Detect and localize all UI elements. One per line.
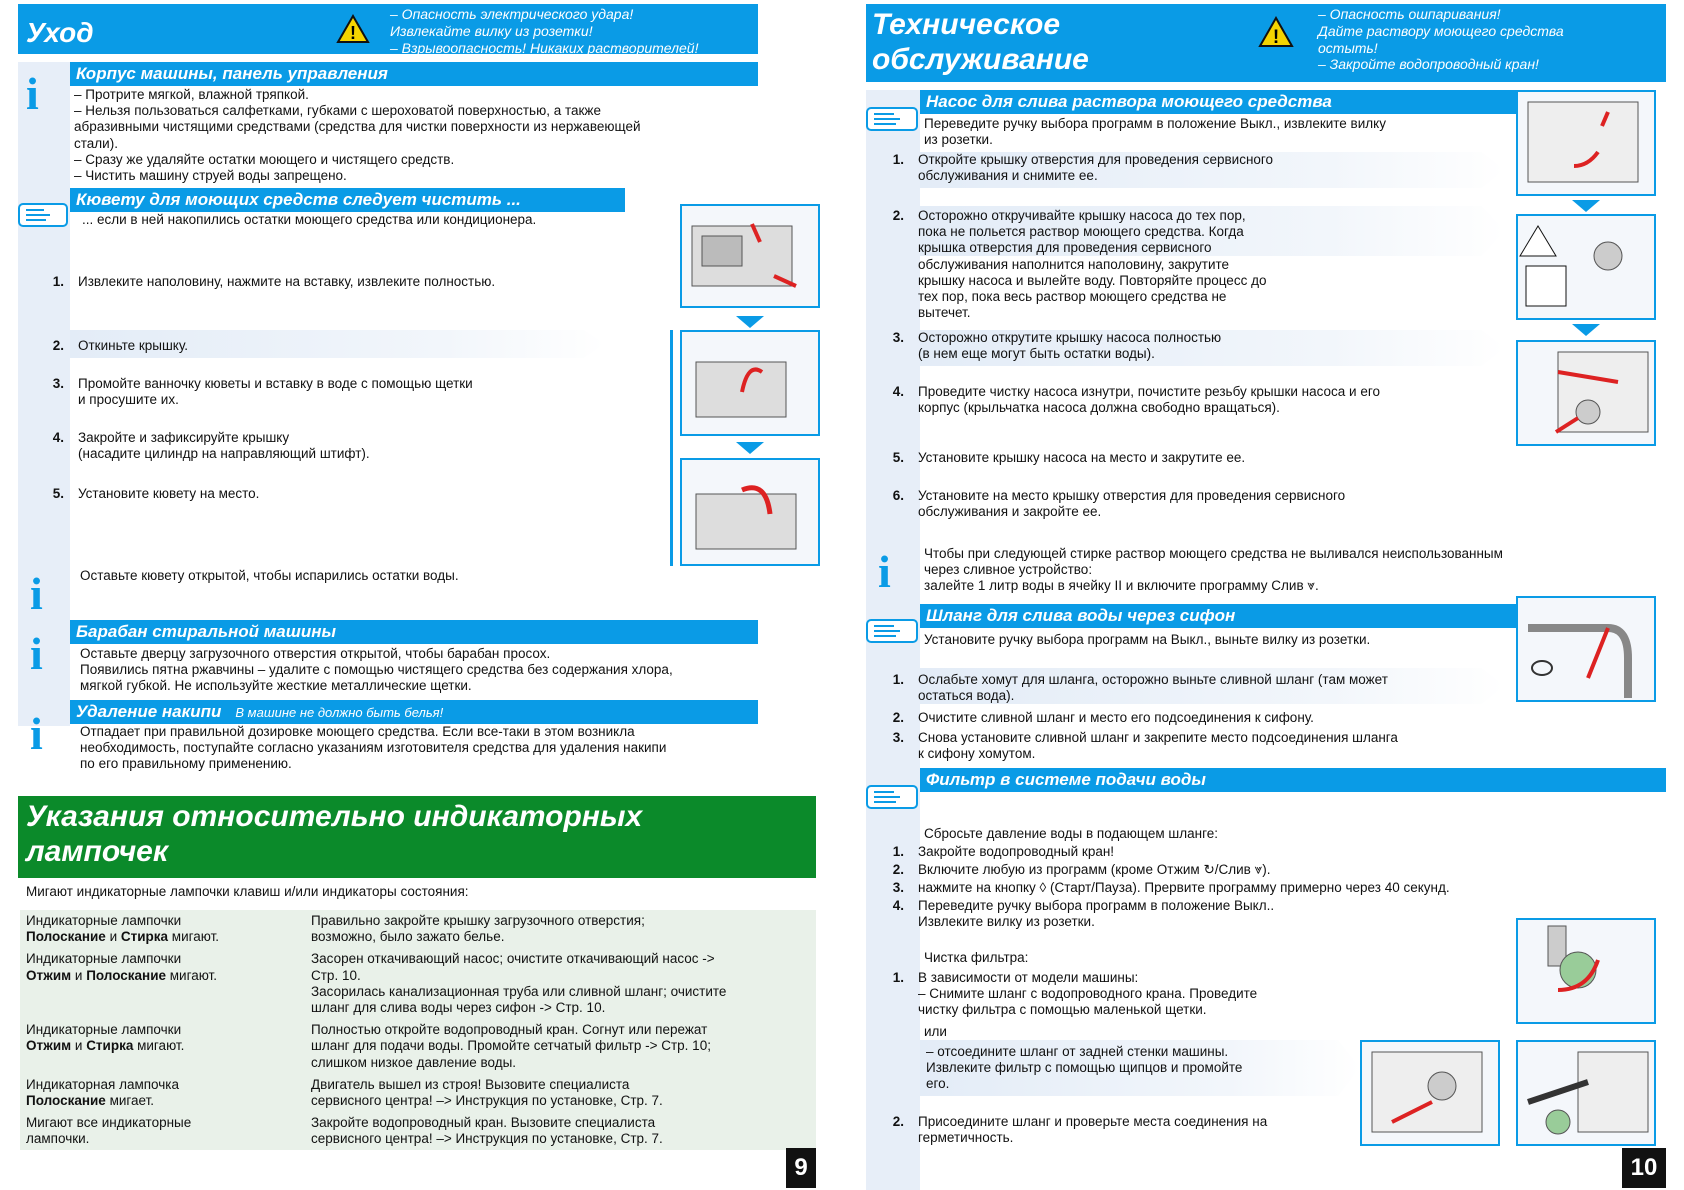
dispenser-step-2: 2. Откиньте крышку. xyxy=(52,338,189,353)
descaling-subtitle: В машине не должно быть белья! xyxy=(235,705,444,720)
machine-hose-image xyxy=(1360,1040,1500,1146)
section-heading-descaling: Удаление накипи В машине не должно быть белья! xyxy=(70,700,758,724)
table-row: Индикаторные лампочки Отжим и Стирка мигают. Полностью откройте водопроводный кран. Согнут или пережат шланг для подачи воды. Промойте сетчатый фильтр -> Стр. 10; слишком низкое давление воды. xyxy=(26,1022,711,1070)
down-arrow-icon xyxy=(736,442,764,454)
section-heading-pump: Насос для слива раствора моющего средства xyxy=(920,90,1520,114)
filter-clean-step-1: 1. В зависимости от модели машины: – Снимите шланг с водопроводного крана. Проведите чистку фильтра с помощью маленькой щетки. xyxy=(892,970,1258,1018)
pump-step-3: 3. Осторожно открутите крышку насоса полностью (в нем еще могут быть остатки воды). xyxy=(892,330,1222,362)
filter-step-1: 1. Закройте водопроводный кран! xyxy=(892,844,1115,859)
info-icon: i xyxy=(878,546,891,597)
hand-pointer-icon xyxy=(18,200,70,230)
indicator-intro: Мигают индикаторные лампочки клавиш и/или индикаторы состояния: xyxy=(26,884,469,899)
hose-intro: Установите ручку выбора программ на Выкл., выньте вилку из розетки. xyxy=(924,632,1371,647)
down-arrow-icon xyxy=(1572,200,1600,212)
left-warnings: – Опасность электрического удара! Извлекайте вилку из розетки! – Взрывоопасность! Никаких растворителей! xyxy=(390,6,699,56)
section-heading-dispenser: Кювету для моющих средств следует чистить ... xyxy=(70,188,625,212)
indicator-table xyxy=(20,910,816,1150)
pump-note: Чтобы при следующей стирке раствор моющего средства не выливался неиспользованным через сливное устройство: залейте 1 литр воды в ячейку II и включите программу Слив ⩔. xyxy=(924,546,1503,594)
section-heading-hose: Шланг для слива воды через сифон xyxy=(920,604,1520,628)
page-number: 10 xyxy=(1622,1148,1666,1188)
filter-clean-label: Чистка фильтра: xyxy=(924,950,1029,965)
warning-icon xyxy=(336,14,370,44)
pump-step-4: 4. Проведите чистку насоса изнутри, почистите резьбу крышки насоса и его корпус (крыльчатка насоса должна свободно вращаться). xyxy=(892,384,1380,416)
info-icon: i xyxy=(30,628,43,679)
hose-step-3: 3. Снова установите сливной шланг и закрепите место подсоединения шланга к сифону хомутом. xyxy=(892,730,1398,762)
page-number: 9 xyxy=(786,1148,816,1188)
info-icon: i xyxy=(30,568,43,619)
left-page-title: Уход xyxy=(26,17,94,48)
pump-intro: Переведите ручку выбора программ в положение Выкл., извлеките вилку из розетки. xyxy=(924,116,1386,148)
dispenser-drawer-image xyxy=(680,204,820,308)
pump-step-5: 5. Установите крышку насоса на место и закрутите ее. xyxy=(892,450,1246,465)
dispenser-step-3: 3. Промойте ванночку кюветы и вставку в воде с помощью щетки и просушите их. xyxy=(52,376,473,408)
filter-or: или xyxy=(924,1024,947,1039)
dispenser-lid-image xyxy=(680,330,820,436)
down-arrow-icon xyxy=(1572,324,1600,336)
hand-pointer-icon xyxy=(866,104,920,134)
dispenser-step-5: 5. Установите кювету на место. xyxy=(52,486,260,501)
pump-step-1: 1. Откройте крышку отверстия для проведения сервисного обслуживания и снимите ее. xyxy=(892,152,1274,184)
tap-filter-image xyxy=(1516,918,1656,1024)
filter-step-4: 4. Переведите ручку выбора программ в положение Выкл.. Извлеките вилку из розетки. xyxy=(892,898,1275,930)
pliers-filter-image xyxy=(1516,1040,1656,1146)
dispenser-step-1: 1. Извлеките наполовину, нажмите на вставку, извлеките полностью. xyxy=(52,274,496,289)
table-row: Индикаторные лампочки Полоскание и Стирка мигают. Правильно закройте крышку загрузочного отверстия; возможно, было зажато белье. xyxy=(26,913,645,945)
vertical-rule xyxy=(670,330,673,566)
table-row: Мигают все индикаторные лампочки. Закройте водопроводный кран. Вызовите специалиста сервисного центра! –> Инструкция по установке, Стр. 7. xyxy=(26,1115,663,1147)
indicator-title: Указания относительно индикаторных лампочек xyxy=(26,800,643,868)
pump-cover-image xyxy=(1516,340,1656,446)
hand-pointer-icon xyxy=(866,782,920,812)
info-icon: i xyxy=(26,68,39,119)
hose-step-2: 2. Очистите сливной шланг и место его подсоединения к сифону. xyxy=(892,710,1314,725)
warning-icon xyxy=(1258,16,1294,48)
filter-intro: Сбросьте давление воды в подающем шланге: xyxy=(924,826,1218,841)
service-flap-image xyxy=(1516,90,1656,196)
dispenser-intro: ... если в ней накопились остатки моющего средства или кондиционера. xyxy=(82,212,537,227)
section-heading-drum: Барабан стиральной машины xyxy=(70,620,758,644)
drum-text: Оставьте дверцу загрузочного отверстия открытой, чтобы барабан просох. Появились пятна ржавчины – удалите с помощью чистящего средства без содержания хлора, мягкой губкой. Не используйте жесткие металлические щетки. xyxy=(80,646,673,694)
hand-pointer-icon xyxy=(866,616,920,646)
filter-clean-step-2: 2. Присоедините шланг и проверьте места соединения на герметичность. xyxy=(892,1114,1268,1146)
table-row: Индикаторные лампочки Отжим и Полоскание мигают. Засорен откачивающий насос; очистите откачивающий насос -> Стр. 10. Засорилась канализационная труба или сливной шланг; очистите шланг для слива воды через сифон -> Стр. 10. xyxy=(26,951,727,1015)
hose-step-1: 1. Ослабьте хомут для шланга, осторожно выньте сливной шланг (там может остаться вода). xyxy=(892,672,1388,704)
svg-text:!: ! xyxy=(1272,27,1280,48)
table-row: Индикаторная лампочка Полоскание мигает. Двигатель вышел из строя! Вызовите специалиста сервисного центра! –> Инструкция по установке, Стр. 7. xyxy=(26,1076,663,1108)
pump-step-2: 2. Осторожно откручивайте крышку насоса до тех пор, пока не польется раствор моющего средства. Когда крышка отверстия для проведения сервисного обслуживания наполнится наполовину, закрутите крышку насоса и вылейте воду. Повторяйте процесс до тех пор, пока весь раствор моющего средства не вытечет. xyxy=(892,208,1267,321)
dispenser-insert-image xyxy=(680,458,820,566)
pump-step-6: 6. Установите на место крышку отверстия для проведения сервисного обслуживания и закройте ее. xyxy=(892,488,1346,520)
filter-clean-alt: – отсоедините шланг от задней стенки машины. Извлеките фильтр с помощью щипцов и промойте его. xyxy=(926,1044,1243,1092)
down-arrow-icon xyxy=(736,316,764,328)
info-icon: i xyxy=(30,708,43,759)
casing-text: – Протрите мягкой, влажной тряпкой. – Нельзя пользоваться салфетками, губками с шероховатой поверхностью, а также абразивными чистящими средствами (средства для чистки поверхности из нержавеющей стали). – Сразу же удаляйте остатки моющего и чистящего средств. – Чистить машину струей воды запрещено. xyxy=(74,87,641,183)
siphon-hose-image xyxy=(1516,596,1656,702)
svg-text:!: ! xyxy=(350,23,356,43)
section-heading-casing: Корпус машины, панель управления xyxy=(70,62,758,86)
section-heading-filter: Фильтр в системе подачи воды xyxy=(920,768,1666,792)
filter-step-2: 2. Включите любую из программ (кроме Отжим ↻/Слив ⩔). xyxy=(892,862,1271,877)
descaling-text: Отпадает при правильной дозировке моющего средства. Если все-таки в этом возникла необходимость, поступайте согласно указаниям изготовителя средства для удаления накипи по его правильному применению. xyxy=(80,724,667,772)
right-warnings: – Опасность ошпаривания! Дайте раствору моющего средства остыть! – Закройте водопроводный кран! xyxy=(1318,6,1564,73)
dispenser-step-4: 4. Закройте и зафиксируйте крышку (насадите цилиндр на направляющий штифт). xyxy=(52,430,370,462)
right-page-title: Техническое обслуживание xyxy=(872,8,1089,76)
dispenser-note: Оставьте кювету открытой, чтобы испарились остатки воды. xyxy=(80,568,459,583)
filter-step-3: 3. нажмите на кнопку ◊ (Старт/Пауза). Прервите программу примерно через 40 секунд. xyxy=(892,880,1450,895)
pump-drain-image xyxy=(1516,214,1656,320)
